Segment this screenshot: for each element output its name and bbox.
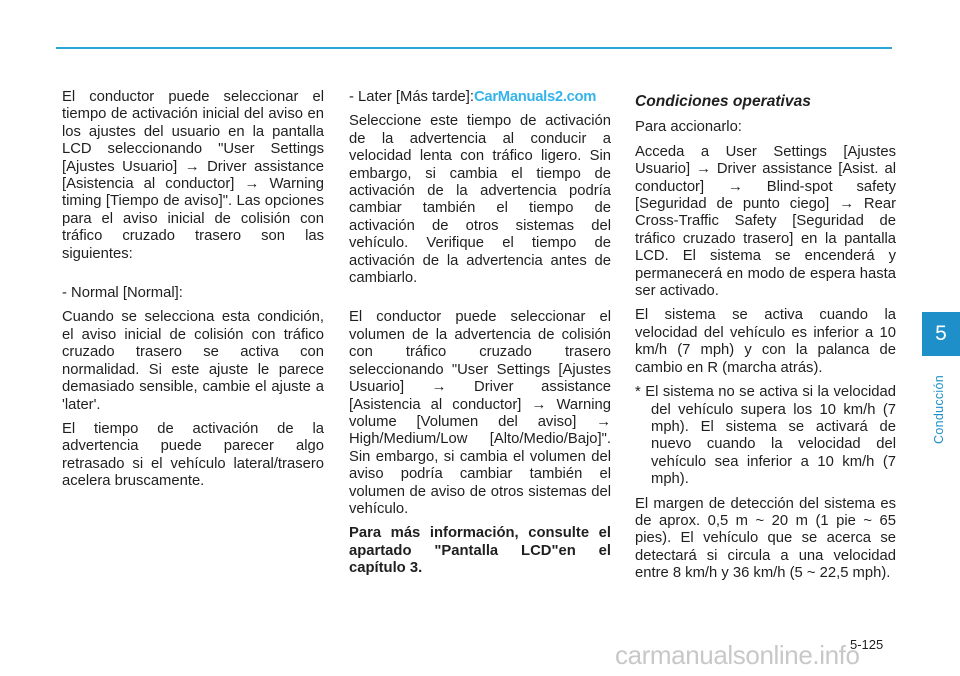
- chapter-label: Conducción: [932, 374, 946, 444]
- column-left: [62, 89, 324, 498]
- paragraph: Cuando se selecciona esta condición, el aviso inicial de colisión con tráfico cruzado trasero se activa con normalidad. Si este ajuste le parece demasiado sensible, cambie el ajuste a 'later'.: [62, 309, 324, 413]
- footnote: * El sistema no se activa si la velocidad del vehículo supera los 10 km/h (7 mph). El sistema se activará de nuevo cuando la velocidad del vehículo sea inferior a 10 km/h (7 mph).: [635, 384, 896, 488]
- page-number: 5-125: [850, 637, 884, 652]
- column-right: [635, 89, 896, 590]
- paragraph: [349, 89, 611, 106]
- paragraph: - Normal [Normal]:: [62, 285, 183, 302]
- section-heading: Condiciones operativas: [635, 93, 811, 110]
- chapter-tab: 5: [922, 312, 960, 356]
- paragraph: El margen de detección del sistema es de aprox. 0,5 m ~ 20 m (1 pie ~ 65 pies). El vehículo que se acerca se detectará si circula a una velocidad entre 8 km/h y 36 km/h (5 ~ 22,5 mph).: [635, 495, 896, 582]
- paragraph: Para accionarlo:: [635, 119, 742, 136]
- later-option-label: - Later [Más tarde]:: [349, 89, 475, 105]
- paragraph: El conductor puede seleccionar el tiempo de activación inicial del aviso en los ajustes del usuario en la pantalla LCD seleccionando "User Settings [Ajustes Usuario] → Driver assistance [Asistencia al conductor] → Warning timing [Tiempo de aviso]". Las opciones para el aviso inicial de colisión con tráfico cruzado trasero son las siguientes:: [62, 89, 324, 262]
- paragraph: El sistema se activa cuando la velocidad del vehículo es inferior a 10 km/h (7 mph) y con la palanca de cambio en R (marcha atrás).: [635, 307, 896, 376]
- column-middle: [349, 89, 611, 585]
- reference-note: Para más información, consulte el apartado "Pantalla LCD"en el capítulo 3.: [349, 525, 611, 577]
- inline-watermark: CarManuals2.com: [474, 89, 597, 105]
- paragraph: Seleccione este tiempo de activación de la advertencia al conducir a velocidad lenta con tráfico ligero. Sin embargo, si cambia el tiempo de activación de la advertencia podría cambiar también el tiempo de activación de otros sistemas del vehículo. Verifique el tiempo de activación de la advertencia antes de cambiarlo.: [349, 113, 611, 287]
- top-rule: [56, 47, 892, 49]
- paragraph: El conductor puede seleccionar el volumen de la advertencia de colisión con tráfico cruzado trasero seleccionando "User Settings [Ajustes Usuario] → Driver assistance [Asistencia al conductor] → Warning volume [Volumen del aviso] → High/Medium/Low [Alto/Medio/Bajo]". Sin embargo, si cambia el volumen del aviso podría cambiar también el volumen de aviso de otros sistemas del vehículo.: [349, 309, 611, 517]
- paragraph: Acceda a User Settings [Ajustes Usuario] → Driver assistance [Asist. al conductor] → Blind-spot safety [Seguridad de punto ciego] → Rear Cross-Traffic Safety [Seguridad de tráfico cruzado trasero] en la pantalla LCD. El sistema se encenderá y permanecerá en modo de espera hasta ser activado.: [635, 143, 896, 300]
- paragraph: El tiempo de activación de la advertencia puede parecer algo retrasado si el vehículo lateral/trasero acelera bruscamente.: [62, 420, 324, 490]
- footer-watermark: carmanualsonline.info: [615, 640, 860, 670]
